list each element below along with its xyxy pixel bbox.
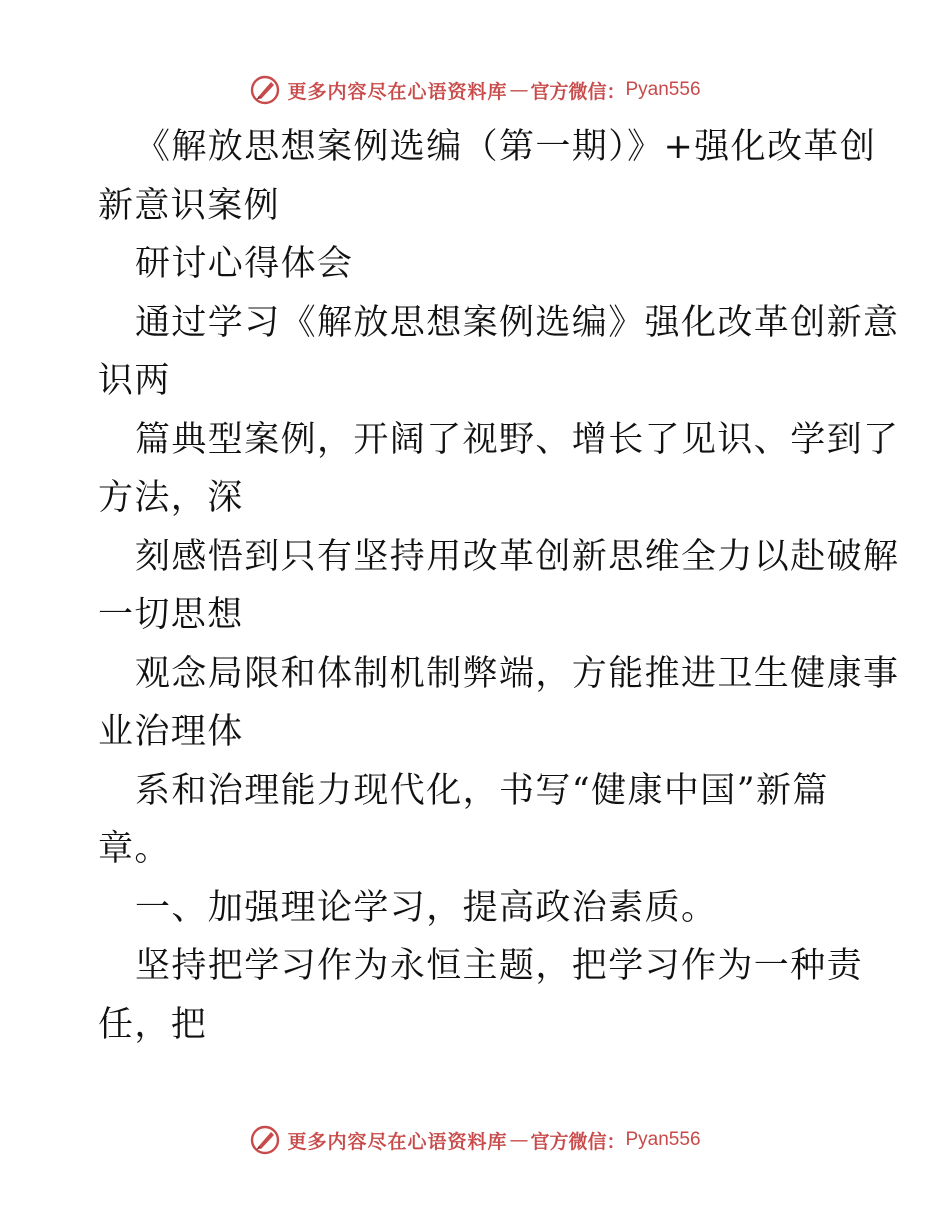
banner-wechat-label: 官方微信： <box>530 1130 626 1153</box>
paragraph-line: 刻感悟到只有坚持用改革创新思维全力以赴破解 <box>135 536 900 577</box>
paragraph-line: 识两 <box>98 361 171 401</box>
title-line-2: 新意识案例 <box>98 185 281 226</box>
banner-dash: — <box>509 79 529 101</box>
banner-wechat-id: Pyan556 <box>625 1129 701 1150</box>
quill-pen-logo-icon <box>249 74 281 106</box>
header-watermark-banner <box>0 70 950 110</box>
paragraph-line: 系和治理能力现代化，书写“健康中国”新篇 <box>135 770 829 811</box>
title-line-1: 《解放思想案例选编（第一期）》+强化改革创 <box>135 127 877 167</box>
paragraph-line: 观念局限和体制机制弊端，方能推进卫生健康事 <box>135 653 900 694</box>
banner-text: 更多内容尽在心语资料库 <box>287 1130 508 1153</box>
subtitle-line: 研讨心得体会 <box>135 244 354 284</box>
quill-pen-logo-icon <box>249 1124 281 1156</box>
banner-wechat-label: 官方微信： <box>530 80 626 103</box>
banner-dash: — <box>509 1129 529 1151</box>
document-body <box>98 118 900 1054</box>
footer-watermark-banner <box>0 1120 950 1160</box>
paragraph-line: 篇典型案例，开阔了视野、增长了见识、学到了 <box>135 419 900 460</box>
paragraph-line: 章。 <box>98 829 171 869</box>
paragraph-line: 通过学习《解放思想案例选编》强化改革创新意 <box>135 302 900 343</box>
banner-wechat-id: Pyan556 <box>625 79 701 100</box>
paragraph-line: 方法，深 <box>98 478 244 518</box>
banner-text: 更多内容尽在心语资料库 <box>287 80 508 103</box>
paragraph-line: 坚持把学习作为永恒主题，把学习作为一种责 <box>135 946 864 986</box>
paragraph-line: 业治理体 <box>98 712 244 752</box>
paragraph-line: 任，把 <box>98 1004 208 1045</box>
paragraph-line: 一切思想 <box>98 595 244 635</box>
section-heading: 一、加强理论学习，提高政治素质。 <box>135 887 718 928</box>
